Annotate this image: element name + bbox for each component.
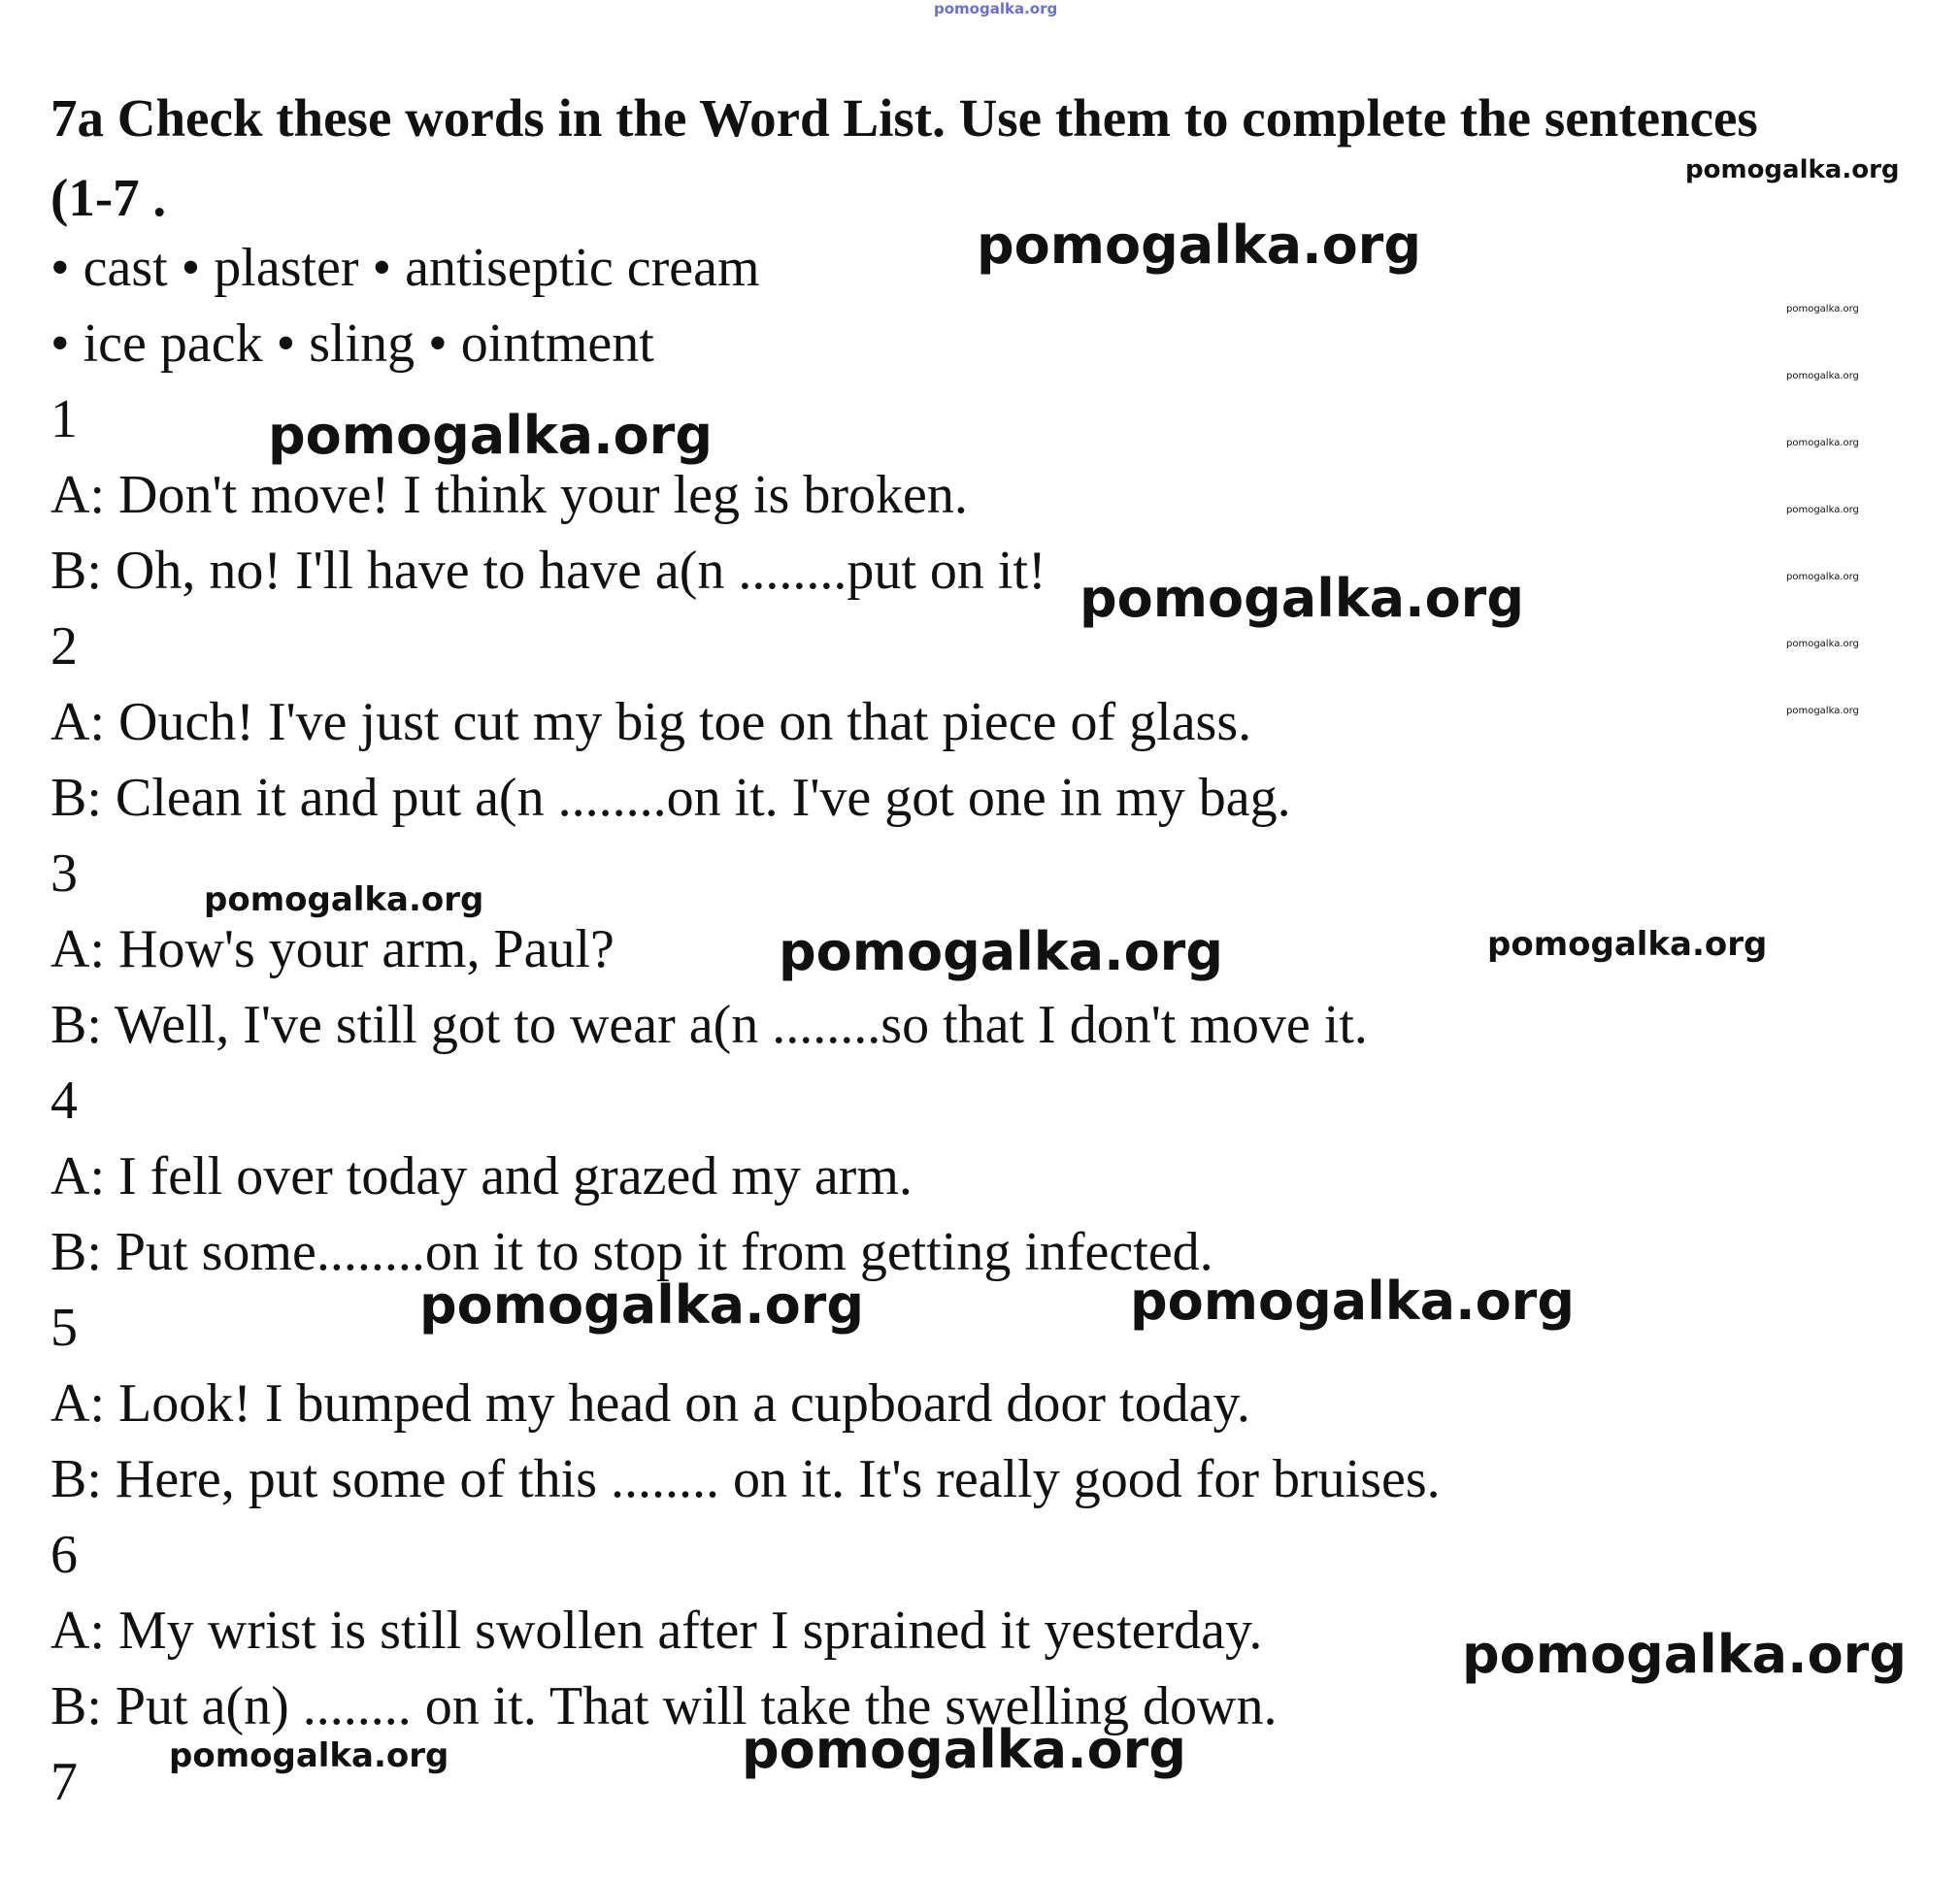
watermark: pomogalka.org [1786,304,1859,314]
watermark: pomogalka.org [1786,371,1859,381]
watermark: pomogalka.org [779,921,1223,982]
watermark: pomogalka.org [1487,925,1768,964]
exercise-1-line-b: B: Oh, no! I'll have to have a(n ........put on it! [50,541,1046,601]
watermark: pomogalka.org [977,215,1421,276]
exercise-5-line-b: B: Here, put some of this ........ on it. It's really good for bruises. [50,1449,1441,1509]
exercise-number-6: 6 [50,1525,78,1585]
exercise-6-line-a: A: My wrist is still swollen after I sprained it yesterday. [50,1601,1263,1661]
watermark: pomogalka.org [1786,438,1859,448]
exercise-heading-line2: (1-7 . [50,168,167,227]
exercise-number-3: 3 [50,843,78,904]
word-list-line1: • cast • plaster • antiseptic cream [50,238,760,298]
exercise-2-line-b: B: Clean it and put a(n ........on it. I've got one in my bag. [50,768,1291,828]
exercise-5-line-a: A: Look! I bumped my head on a cupboard door today. [50,1373,1250,1434]
watermark: pomogalka.org [1080,568,1524,629]
watermark: pomogalka.org [742,1719,1186,1780]
exercise-4-line-a: A: I fell over today and grazed my arm. [50,1146,913,1206]
watermark: pomogalka.org [419,1274,864,1336]
exercise-1-line-a: A: Don't move! I think your leg is broken. [50,465,968,525]
watermark: pomogalka.org [1786,572,1859,582]
exercise-number-7: 7 [50,1752,78,1812]
exercise-heading-line1: 7a Check these words in the Word List. Use them to complete the sentences [50,88,1758,148]
exercise-number-1: 1 [50,389,78,449]
watermark: pomogalka.org [1786,505,1859,515]
watermark: pomogalka.org [1130,1271,1575,1332]
exercise-4-line-b: B: Put some........on it to stop it from getting infected. [50,1222,1213,1282]
exercise-3-line-b: B: Well, I've still got to wear a(n ........so that I don't move it. [50,995,1368,1055]
watermark: pomogalka.org [169,1736,449,1775]
watermark: pomogalka.org [1786,639,1859,649]
watermark: pomogalka.org [1786,706,1859,716]
exercise-number-2: 2 [50,616,78,677]
watermark: pomogalka.org [204,880,484,919]
watermark: pomogalka.org [1462,1624,1907,1685]
exercise-number-4: 4 [50,1071,78,1131]
exercise-3-line-a: A: How's your arm, Paul? [50,919,615,979]
watermark: pomogalka.org [1685,155,1900,184]
exercise-2-line-a: A: Ouch! I've just cut my big toe on that piece of glass. [50,692,1252,752]
exercise-number-5: 5 [50,1298,78,1358]
top-watermark: pomogalka.org [934,0,1058,17]
word-list-line2: • ice pack • sling • ointment [50,314,654,374]
watermark: pomogalka.org [268,405,713,466]
exercise-6-line-b: B: Put a(n) ........ on it. That will take the swelling down. [50,1676,1278,1736]
